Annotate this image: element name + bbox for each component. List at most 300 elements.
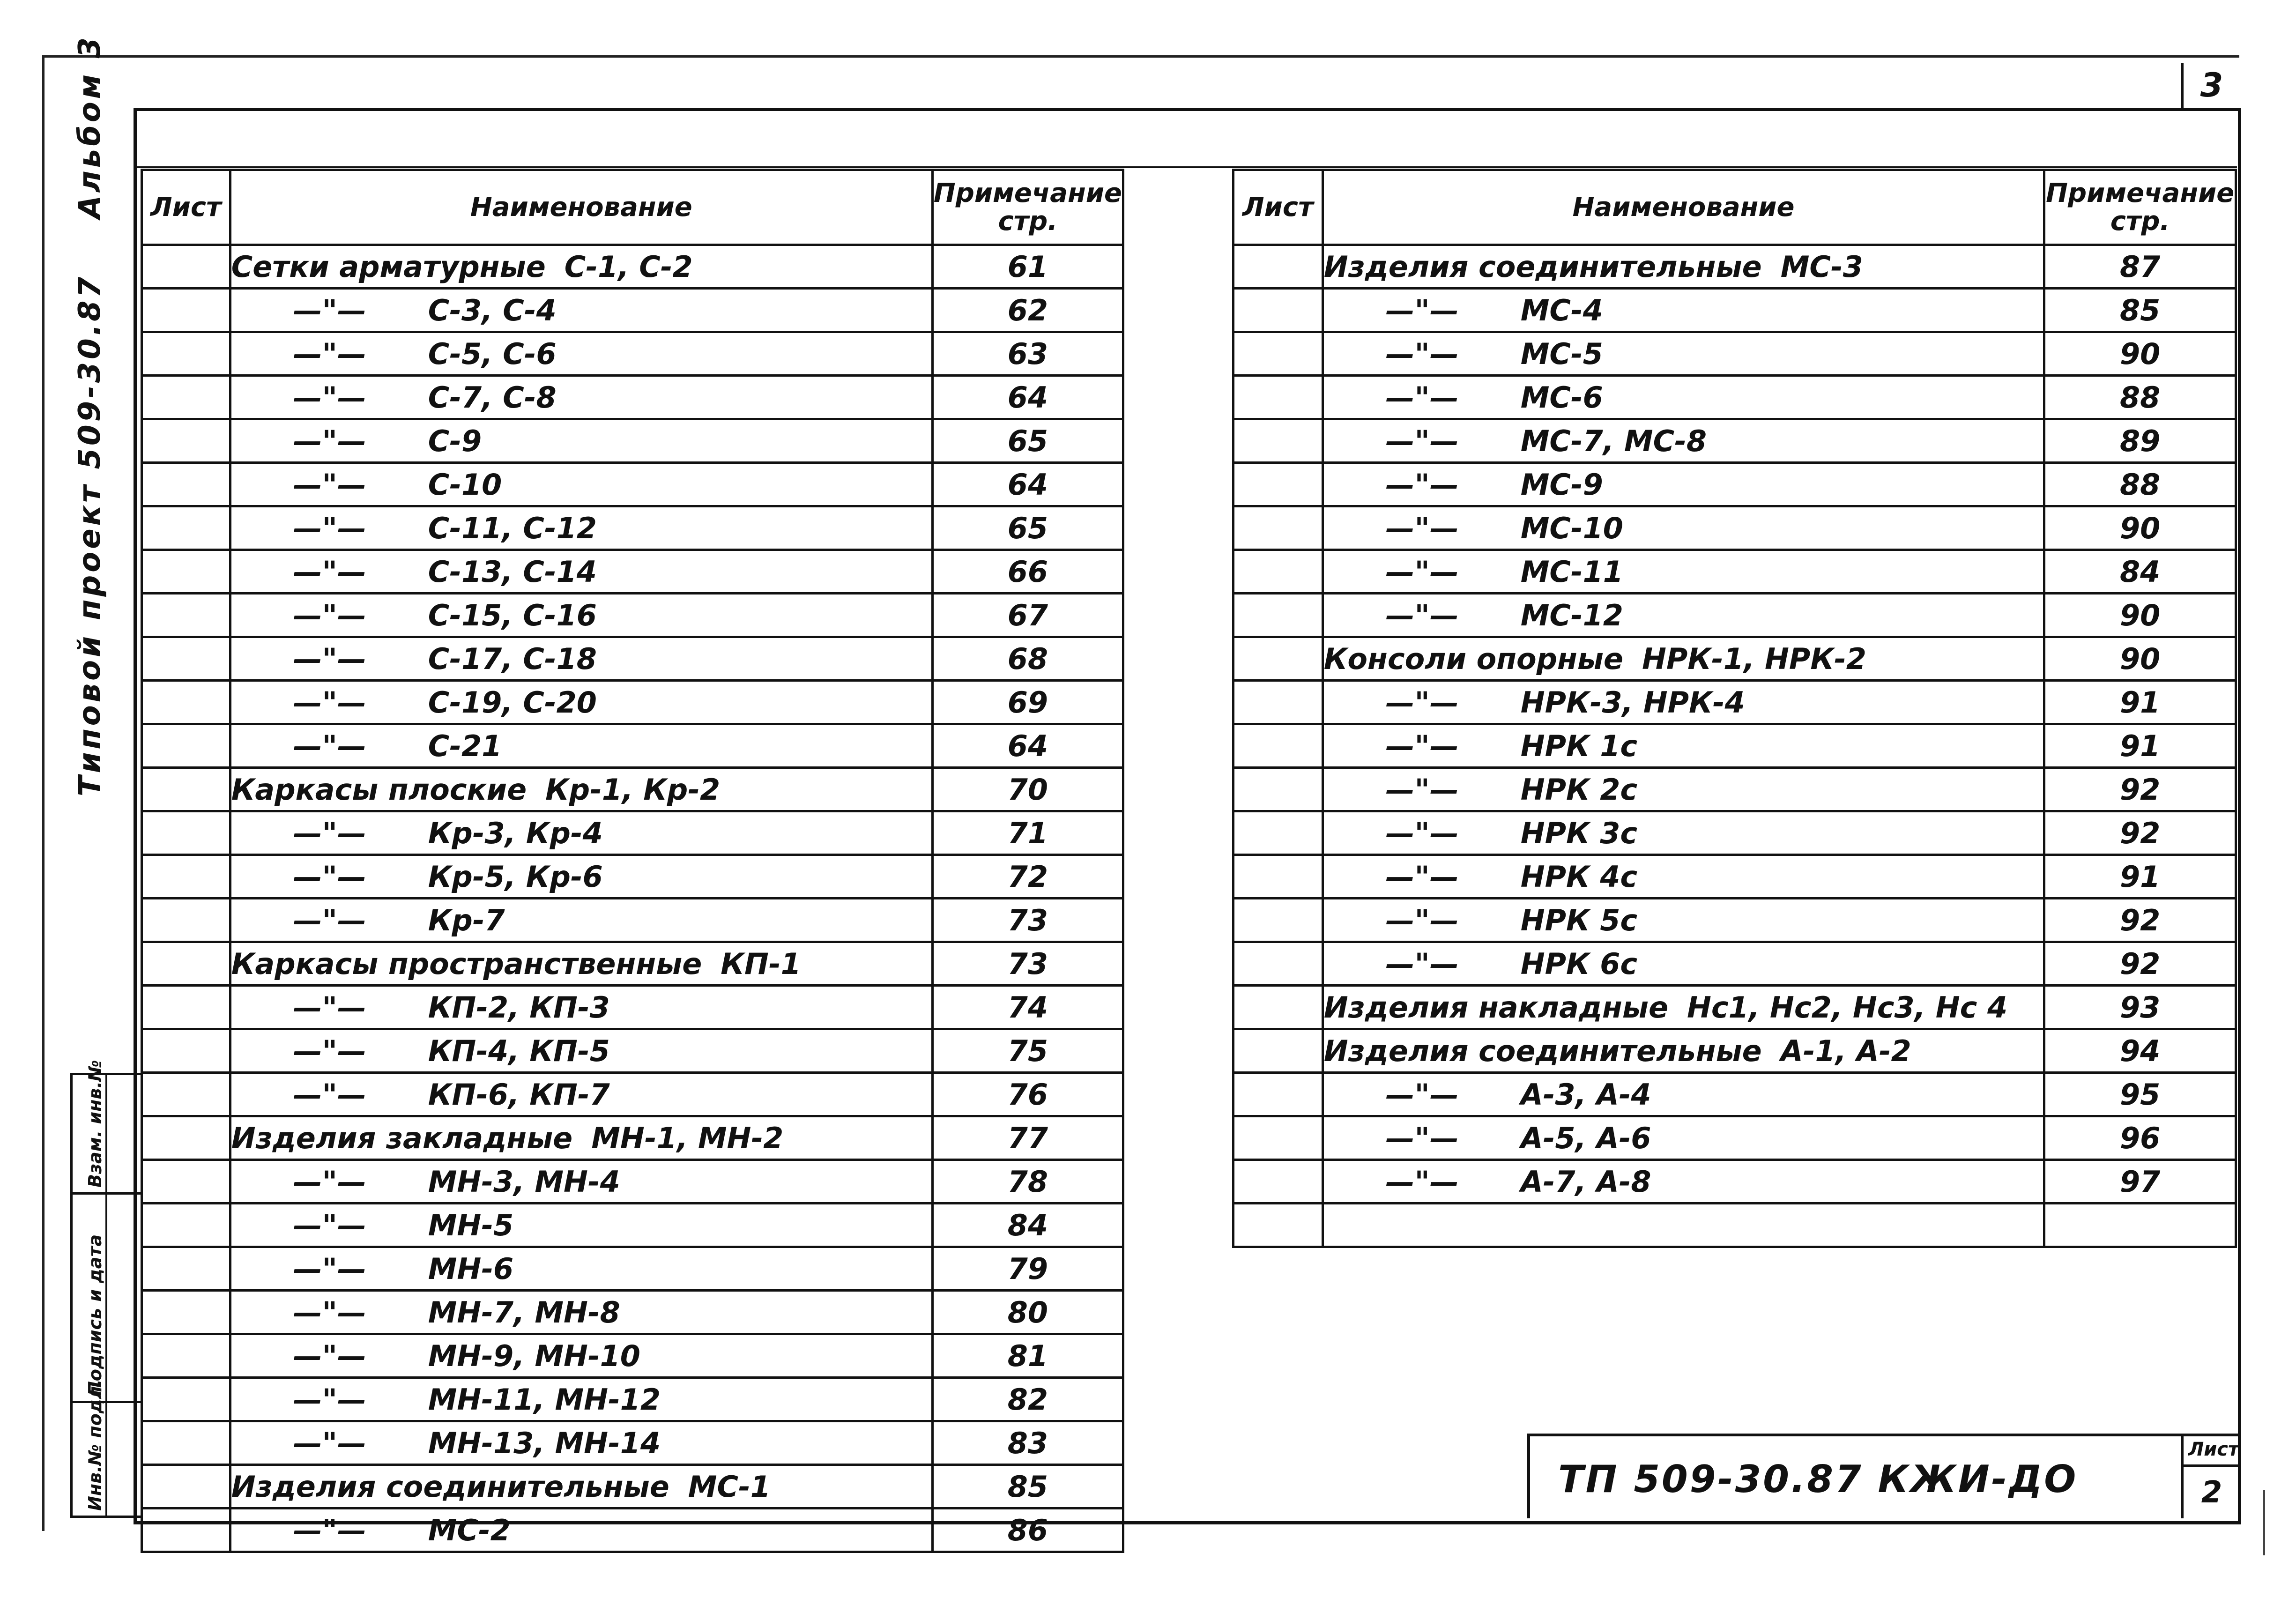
row-name: —"— [293, 685, 366, 720]
table-row [1233, 1116, 2236, 1160]
row-name: —"— [1385, 424, 1459, 458]
row-name-cell [1323, 1029, 2044, 1073]
row-name: —"— [293, 1382, 366, 1417]
row-name: —"— [1385, 336, 1459, 371]
row-name-cell [230, 376, 932, 419]
row-page-cell: 82 [932, 1378, 1123, 1421]
table-row [142, 376, 1123, 419]
row-page-cell: 70 [932, 768, 1123, 811]
row-code: НРК 3с [1520, 816, 1638, 850]
row-code: МС-12 [1520, 598, 1623, 632]
row-name: —"— [293, 641, 366, 676]
row-code: МС-3 [1780, 249, 1863, 284]
row-page-cell: 77 [932, 1116, 1123, 1160]
row-page-cell: 71 [932, 811, 1123, 855]
row-name-cell [230, 1116, 932, 1160]
row-code: С-3, С-4 [428, 293, 557, 327]
row-name: Изделия накладные [1323, 990, 1669, 1025]
row-code: С-7, С-8 [428, 380, 557, 415]
table-row [1233, 637, 2236, 681]
row-name-cell [230, 1291, 932, 1334]
row-name: Изделия соединительные [1323, 249, 1762, 284]
row-sheet-cell [142, 245, 230, 289]
row-name-cell [230, 594, 932, 637]
row-name: —"— [1385, 380, 1459, 415]
row-sheet-cell [1233, 637, 1323, 681]
table-row [1233, 376, 2236, 419]
row-name: —"— [293, 1164, 366, 1199]
row-name-cell [230, 1465, 932, 1508]
row-name: —"— [293, 1208, 366, 1242]
row-sheet-cell [1233, 855, 1323, 899]
row-code: НРК 4с [1520, 859, 1638, 894]
row-sheet-cell [1233, 289, 1323, 332]
table-row [142, 637, 1123, 681]
row-sheet-cell [142, 1029, 230, 1073]
row-page-cell: 65 [932, 506, 1123, 550]
header-divider-line [134, 166, 2237, 168]
row-code: КП-2, КП-3 [428, 990, 610, 1025]
row-page-cell: 87 [2044, 245, 2236, 289]
row-name: —"— [1385, 903, 1459, 937]
row-sheet-cell [1233, 463, 1323, 506]
row-name: —"— [293, 1338, 366, 1373]
row-name-cell [230, 1073, 932, 1116]
table-row [142, 1291, 1123, 1334]
row-name-cell [230, 855, 932, 899]
row-page-cell: 64 [932, 376, 1123, 419]
table-row [1233, 1204, 2236, 1247]
row-name-cell [1323, 899, 2044, 942]
right-table-body [1233, 245, 2236, 1247]
outer-border-top [42, 55, 2239, 58]
row-page-cell: 91 [2044, 724, 2236, 768]
row-page-cell: 85 [2044, 289, 2236, 332]
row-name-cell [230, 419, 932, 463]
row-page-cell: 73 [932, 942, 1123, 986]
row-name: —"— [1385, 1164, 1459, 1199]
table-row [142, 681, 1123, 724]
title-block-stamp [1527, 1434, 2240, 1518]
row-page-cell: 80 [932, 1291, 1123, 1334]
row-name-cell [1323, 506, 2044, 550]
table-row [1233, 550, 2236, 594]
row-page-cell: 68 [932, 637, 1123, 681]
header-sheet: Лист [1233, 170, 1323, 245]
row-page-cell: 93 [2044, 986, 2236, 1029]
row-code: С-17, С-18 [428, 641, 597, 676]
row-name-cell [230, 1508, 932, 1552]
header-note-line2: стр. [2110, 206, 2170, 237]
row-sheet-cell [1233, 986, 1323, 1029]
row-name-cell [230, 1029, 932, 1073]
row-name: —"— [1385, 1121, 1459, 1155]
row-code: НРК 5с [1520, 903, 1638, 937]
row-name-cell [230, 506, 932, 550]
row-code: МН-1, МН-2 [591, 1121, 784, 1155]
table-row [142, 1204, 1123, 1247]
row-name: —"— [293, 467, 366, 502]
row-code: КП-6, КП-7 [428, 1077, 610, 1112]
row-page-cell: 61 [932, 245, 1123, 289]
row-sheet-cell [142, 1334, 230, 1378]
row-sheet-cell [142, 1465, 230, 1508]
row-sheet-cell [142, 1378, 230, 1421]
row-sheet-cell [142, 506, 230, 550]
row-sheet-cell [1233, 768, 1323, 811]
row-sheet-cell [1233, 1116, 1323, 1160]
row-name-cell [230, 1421, 932, 1465]
table-row [142, 506, 1123, 550]
header-note [2044, 170, 2236, 245]
table-row [142, 1421, 1123, 1465]
row-code: МС-6 [1520, 380, 1603, 415]
row-name-cell [1323, 681, 2044, 724]
row-sheet-cell [142, 463, 230, 506]
row-code: Кр-1, Кр-2 [545, 772, 721, 807]
row-code: Кр-3, Кр-4 [428, 816, 603, 850]
row-name-cell [230, 681, 932, 724]
row-sheet-cell [142, 681, 230, 724]
row-sheet-cell [142, 1073, 230, 1116]
row-name-cell [230, 550, 932, 594]
header-note-line2: стр. [998, 206, 1058, 237]
table-row [142, 942, 1123, 986]
table-row [142, 1160, 1123, 1204]
approval-inv-orig-label: Инв.№ подл. [85, 1379, 105, 1511]
row-sheet-cell [1233, 811, 1323, 855]
table-row [142, 1378, 1123, 1421]
row-name: —"— [1385, 772, 1459, 807]
row-code: А-5, А-6 [1520, 1121, 1651, 1155]
row-page-cell: 94 [2044, 1029, 2236, 1073]
row-sheet-cell [142, 899, 230, 942]
row-name-cell [1323, 289, 2044, 332]
side-title-album: Альбом 3 [73, 34, 107, 219]
row-name: —"— [293, 1426, 366, 1460]
row-code: МС-10 [1520, 511, 1623, 545]
row-page-cell: 75 [932, 1029, 1123, 1073]
row-page-cell: 91 [2044, 855, 2236, 899]
left-contents-table [141, 169, 1124, 1553]
row-code: МС-9 [1520, 467, 1603, 502]
row-code: С-1, С-2 [564, 249, 693, 284]
row-name: —"— [293, 1295, 366, 1330]
table-row [142, 724, 1123, 768]
table-row [1233, 506, 2236, 550]
approval-inv-orig [73, 1379, 141, 1518]
row-name: —"— [293, 1251, 366, 1286]
row-sheet-cell [1233, 1029, 1323, 1073]
row-name: —"— [1385, 293, 1459, 327]
row-page-cell: 69 [932, 681, 1123, 724]
row-sheet-cell [1233, 332, 1323, 376]
row-code: С-15, С-16 [428, 598, 597, 632]
row-page-cell: 90 [2044, 637, 2236, 681]
table-row [142, 594, 1123, 637]
row-name: —"— [1385, 816, 1459, 850]
row-name: —"— [293, 598, 366, 632]
row-name: —"— [293, 554, 366, 589]
row-sheet-cell [142, 942, 230, 986]
row-page-cell: 96 [2044, 1116, 2236, 1160]
table-row [1233, 899, 2236, 942]
header-sheet: Лист [142, 170, 230, 245]
row-name: —"— [293, 336, 366, 371]
row-page-cell: 81 [932, 1334, 1123, 1378]
row-sheet-cell [142, 376, 230, 419]
header-note-line1: Примечание [933, 178, 1122, 208]
table-row [142, 245, 1123, 289]
row-sheet-cell [142, 1508, 230, 1552]
row-code: МН-11, МН-12 [428, 1382, 661, 1417]
row-sheet-cell [142, 1421, 230, 1465]
row-name-cell [1323, 986, 2044, 1029]
table-row [142, 811, 1123, 855]
row-name-cell [230, 289, 932, 332]
row-name: —"— [1385, 598, 1459, 632]
row-sheet-cell [142, 594, 230, 637]
table-row [1233, 986, 2236, 1029]
row-sheet-cell [142, 768, 230, 811]
row-sheet-cell [1233, 506, 1323, 550]
row-name: Сетки арматурные [231, 249, 546, 284]
row-page-cell: 90 [2044, 506, 2236, 550]
row-code: А-3, А-4 [1520, 1077, 1651, 1112]
row-sheet-cell [142, 811, 230, 855]
row-code: А-7, А-8 [1520, 1164, 1651, 1199]
row-code: НРК-3, НРК-4 [1520, 685, 1745, 720]
row-name-cell [1323, 332, 2044, 376]
row-sheet-cell [1233, 245, 1323, 289]
table-row [142, 1029, 1123, 1073]
row-page-cell: 63 [932, 332, 1123, 376]
row-page-cell [2044, 1204, 2236, 1247]
row-sheet-cell [142, 1160, 230, 1204]
row-sheet-cell [1233, 594, 1323, 637]
row-name: —"— [293, 1513, 366, 1547]
row-sheet-cell [142, 332, 230, 376]
row-code: МН-9, МН-10 [428, 1338, 640, 1373]
right-contents-table [1232, 169, 2237, 1248]
table-header-row [142, 170, 1123, 245]
row-page-cell: 88 [2044, 463, 2236, 506]
row-name-cell [1323, 1204, 2044, 1247]
row-code: МС-11 [1520, 554, 1623, 589]
row-code: С-11, С-12 [428, 511, 597, 545]
row-code: НРК 2с [1520, 772, 1638, 807]
row-code: С-19, С-20 [428, 685, 597, 720]
row-sheet-cell [1233, 376, 1323, 419]
row-name-cell [230, 899, 932, 942]
table-row [1233, 724, 2236, 768]
header-note [932, 170, 1123, 245]
table-row [1233, 332, 2236, 376]
row-code: Нс1, Нс2, Нс3, Нс 4 [1687, 990, 2008, 1025]
row-code: КП-1 [721, 946, 801, 981]
document-code: ТП 509-30.87 КЖИ-ДО [1558, 1457, 2078, 1501]
approval-replaced-inv [73, 1060, 141, 1195]
stamp-sheet-number: 2 [2184, 1464, 2240, 1518]
row-sheet-cell [142, 1204, 230, 1247]
row-name: —"— [293, 511, 366, 545]
row-name: —"— [293, 990, 366, 1025]
row-page-cell: 74 [932, 986, 1123, 1029]
row-page-cell: 64 [932, 463, 1123, 506]
row-name: —"— [1385, 946, 1459, 981]
table-row [142, 1334, 1123, 1378]
row-name-cell [230, 463, 932, 506]
row-name-cell [230, 768, 932, 811]
row-sheet-cell [142, 1116, 230, 1160]
row-code: МС-1 [688, 1469, 771, 1504]
row-sheet-cell [1233, 681, 1323, 724]
row-name: —"— [293, 1077, 366, 1112]
row-sheet-cell [142, 637, 230, 681]
row-name-cell [230, 245, 932, 289]
row-name-cell [1323, 855, 2044, 899]
row-name: —"— [293, 380, 366, 415]
row-page-cell: 90 [2044, 332, 2236, 376]
row-page-cell: 91 [2044, 681, 2236, 724]
row-page-cell: 62 [932, 289, 1123, 332]
row-code: С-10 [428, 467, 502, 502]
row-name-cell [1323, 376, 2044, 419]
approval-replaced-inv-label: Взам. инв.№ [85, 1060, 105, 1188]
row-name-cell [1323, 1160, 2044, 1204]
row-name: —"— [1385, 1077, 1459, 1112]
row-page-cell: 86 [932, 1508, 1123, 1552]
row-page-cell: 92 [2044, 768, 2236, 811]
row-name-cell [230, 1247, 932, 1291]
row-name-cell [1323, 419, 2044, 463]
row-name: Изделия закладные [231, 1121, 573, 1155]
table-row [142, 1073, 1123, 1116]
row-name: —"— [293, 424, 366, 458]
table-row [1233, 289, 2236, 332]
header-name: Наименование [1323, 170, 2044, 245]
table-row [1233, 942, 2236, 986]
row-page-cell: 92 [2044, 942, 2236, 986]
row-code: МН-3, МН-4 [428, 1164, 620, 1199]
row-name-cell [1323, 245, 2044, 289]
row-sheet-cell [1233, 942, 1323, 986]
row-page-cell: 76 [932, 1073, 1123, 1116]
row-page-cell: 89 [2044, 419, 2236, 463]
row-code: С-13, С-14 [428, 554, 597, 589]
row-name-cell [230, 1204, 932, 1247]
row-name: Изделия соединительные [231, 1469, 669, 1504]
table-header-row [1233, 170, 2236, 245]
row-name: Каркасы плоские [231, 772, 527, 807]
row-name: —"— [293, 728, 366, 763]
table-row [142, 1508, 1123, 1552]
row-name-cell [1323, 811, 2044, 855]
table-row [142, 550, 1123, 594]
row-page-cell: 64 [932, 724, 1123, 768]
row-sheet-cell [142, 1247, 230, 1291]
row-sheet-cell [1233, 724, 1323, 768]
row-name: —"— [293, 859, 366, 894]
row-name: —"— [293, 816, 366, 850]
header-name: Наименование [230, 170, 932, 245]
outer-border-left [42, 55, 45, 1531]
row-name: —"— [293, 1033, 366, 1068]
row-name-cell [230, 942, 932, 986]
row-code: МН-7, МН-8 [428, 1295, 620, 1330]
table-row [142, 899, 1123, 942]
table-row [1233, 768, 2236, 811]
row-page-cell: 83 [932, 1421, 1123, 1465]
row-page-cell: 79 [932, 1247, 1123, 1291]
table-row [142, 1116, 1123, 1160]
table-row [142, 419, 1123, 463]
row-name: —"— [1385, 554, 1459, 589]
row-sheet-cell [142, 1291, 230, 1334]
row-page-cell: 72 [932, 855, 1123, 899]
row-name: Изделия соединительные [1323, 1033, 1762, 1068]
row-code: С-9 [428, 424, 482, 458]
table-row [1233, 1073, 2236, 1116]
row-name-cell [230, 811, 932, 855]
table-row [1233, 245, 2236, 289]
approval-strip [70, 1060, 143, 1518]
table-row [1233, 855, 2236, 899]
table-row [142, 768, 1123, 811]
table-row [1233, 1160, 2236, 1204]
stamp-sheet-cell [2181, 1436, 2240, 1518]
stamp-sheet-label: Лист [2188, 1439, 2239, 1460]
row-sheet-cell [1233, 1073, 1323, 1116]
table-row [1233, 594, 2236, 637]
row-code: НРК 1с [1520, 728, 1638, 763]
approval-sign-date [73, 1195, 141, 1403]
row-code: С-5, С-6 [428, 336, 557, 371]
row-name: —"— [293, 293, 366, 327]
row-name: —"— [293, 903, 366, 937]
row-sheet-cell [142, 419, 230, 463]
row-page-cell: 90 [2044, 594, 2236, 637]
row-page-cell: 85 [932, 1465, 1123, 1508]
row-name-cell [1323, 768, 2044, 811]
row-code: НРК-1, НРК-2 [1642, 641, 1866, 676]
side-title [73, 34, 107, 796]
table-row [142, 986, 1123, 1029]
row-page-cell: 67 [932, 594, 1123, 637]
row-name: —"— [1385, 728, 1459, 763]
table-row [142, 463, 1123, 506]
row-page-cell: 66 [932, 550, 1123, 594]
row-code: МН-13, МН-14 [428, 1426, 661, 1460]
row-sheet-cell [1233, 1160, 1323, 1204]
row-page-cell: 84 [2044, 550, 2236, 594]
row-page-cell: 97 [2044, 1160, 2236, 1204]
row-sheet-cell [142, 724, 230, 768]
row-code: МС-7, МС-8 [1520, 424, 1707, 458]
row-name-cell [1323, 463, 2044, 506]
row-code: С-21 [428, 728, 502, 763]
row-code: МС-4 [1520, 293, 1603, 327]
row-name-cell [1323, 1073, 2044, 1116]
row-page-cell: 92 [2044, 811, 2236, 855]
row-name: —"— [1385, 685, 1459, 720]
table-row [1233, 419, 2236, 463]
table-row [142, 855, 1123, 899]
row-name-cell [1323, 550, 2044, 594]
row-name-cell [1323, 942, 2044, 986]
right-edge-line [2263, 1490, 2265, 1555]
table-row [142, 1247, 1123, 1291]
